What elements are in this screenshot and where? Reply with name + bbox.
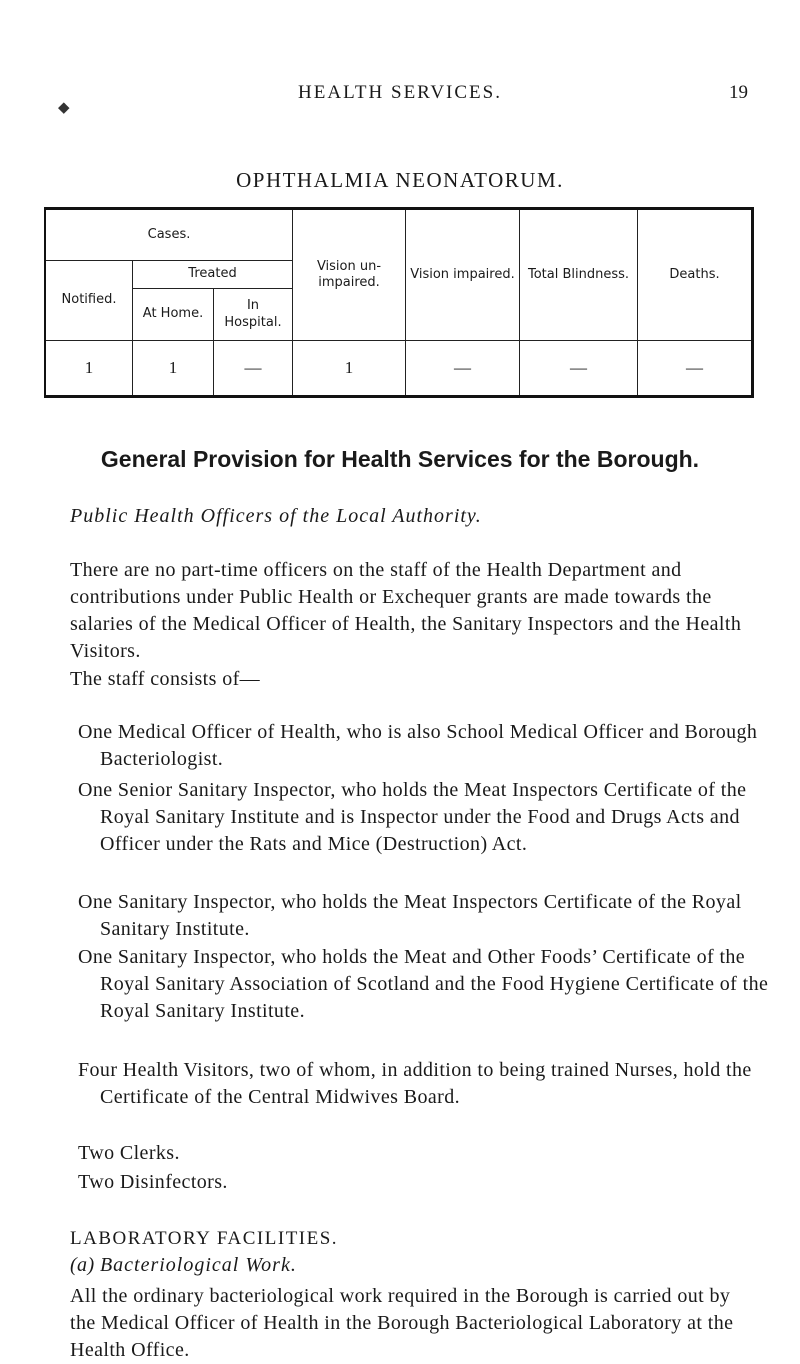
lab-body: All the ordinary bacteriological work required in the Borough is carried out by the Medical Officer of Health in the Borough Bacteriological Laboratory at the Health Office.: [70, 1285, 734, 1361]
print-mark-icon: ◆: [58, 100, 70, 116]
cell-notified: 1: [45, 341, 133, 397]
header-treated: Treated: [133, 261, 293, 289]
lab-sub-prefix: (a): [70, 1254, 95, 1276]
cell-vision-unimpaired: 1: [293, 341, 406, 397]
lab-subheading: [70, 1252, 760, 1279]
staff-item-3: One Sanitary Inspector, who holds the Meat Inspectors Certificate of the Royal Sanitary Institute.: [78, 891, 742, 940]
page-number: 19: [729, 82, 748, 103]
cell-deaths: —: [638, 341, 753, 397]
cell-at-home: 1: [133, 341, 214, 397]
table-row: [45, 341, 753, 397]
staff-item-1: One Medical Officer of Health, who is also School Medical Officer and Borough Bacteriologist.: [78, 721, 758, 770]
intro-paragraph: There are no part-time officers on the staff of the Health Department and contributions under Public Health or Exchequer grants are made towards the salaries of the Medical Officer of Health, the Sanitary Inspectors and the Health Visitors.: [70, 559, 742, 662]
table-title: OPHTHALMIA NEONATORUM.: [236, 168, 564, 192]
running-head-title: HEALTH SERVICES.: [298, 82, 502, 103]
staff-item-4: One Sanitary Inspector, who holds the Meat and Other Foods’ Certificate of the Royal Sanitary Association of Scotland and the Food Hygiene Certificate of the Royal Sanitary Institute.: [78, 946, 769, 1022]
header-vision-impaired: Vision impaired.: [406, 209, 520, 341]
staff-item-7: Two Disinfectors.: [78, 1171, 228, 1193]
section-heading: General Provision for Health Services for the Borough.: [100, 446, 700, 472]
cell-total-blindness: —: [520, 341, 638, 397]
subheading: Public Health Officers of the Local Authority.: [70, 505, 482, 527]
running-head: [0, 82, 800, 112]
ophthalmia-table: [44, 207, 754, 398]
staff-item-5: Four Health Visitors, two of whom, in addition to being trained Nurses, hold the Certificate of the Central Midwives Board.: [78, 1059, 752, 1108]
header-notified: Notified.: [45, 261, 133, 341]
header-total-blindness: Total Blindness.: [520, 209, 638, 341]
header-cases: Cases.: [45, 209, 293, 261]
lab-sub-title: Bacteriological Work.: [99, 1254, 297, 1276]
staff-intro: The staff consists of—: [70, 668, 261, 690]
cell-in-hospital: —: [214, 341, 293, 397]
staff-item-2: One Senior Sanitary Inspector, who holds the Meat Inspectors Certificate of the Royal Sanitary Institute and is Inspector under the Food and Drugs Acts and Officer under the Rats and Mice (Destruction) Act.: [78, 779, 747, 855]
header-deaths: Deaths.: [638, 209, 753, 341]
header-vision-unimpaired: Vision un- impaired.: [293, 209, 406, 341]
header-in-hospital: In Hospital.: [214, 289, 293, 341]
cell-vision-impaired: —: [406, 341, 520, 397]
header-at-home: At Home.: [133, 289, 214, 341]
lab-heading: LABORATORY FACILITIES.: [70, 1228, 339, 1249]
staff-item-6: Two Clerks.: [78, 1142, 180, 1164]
